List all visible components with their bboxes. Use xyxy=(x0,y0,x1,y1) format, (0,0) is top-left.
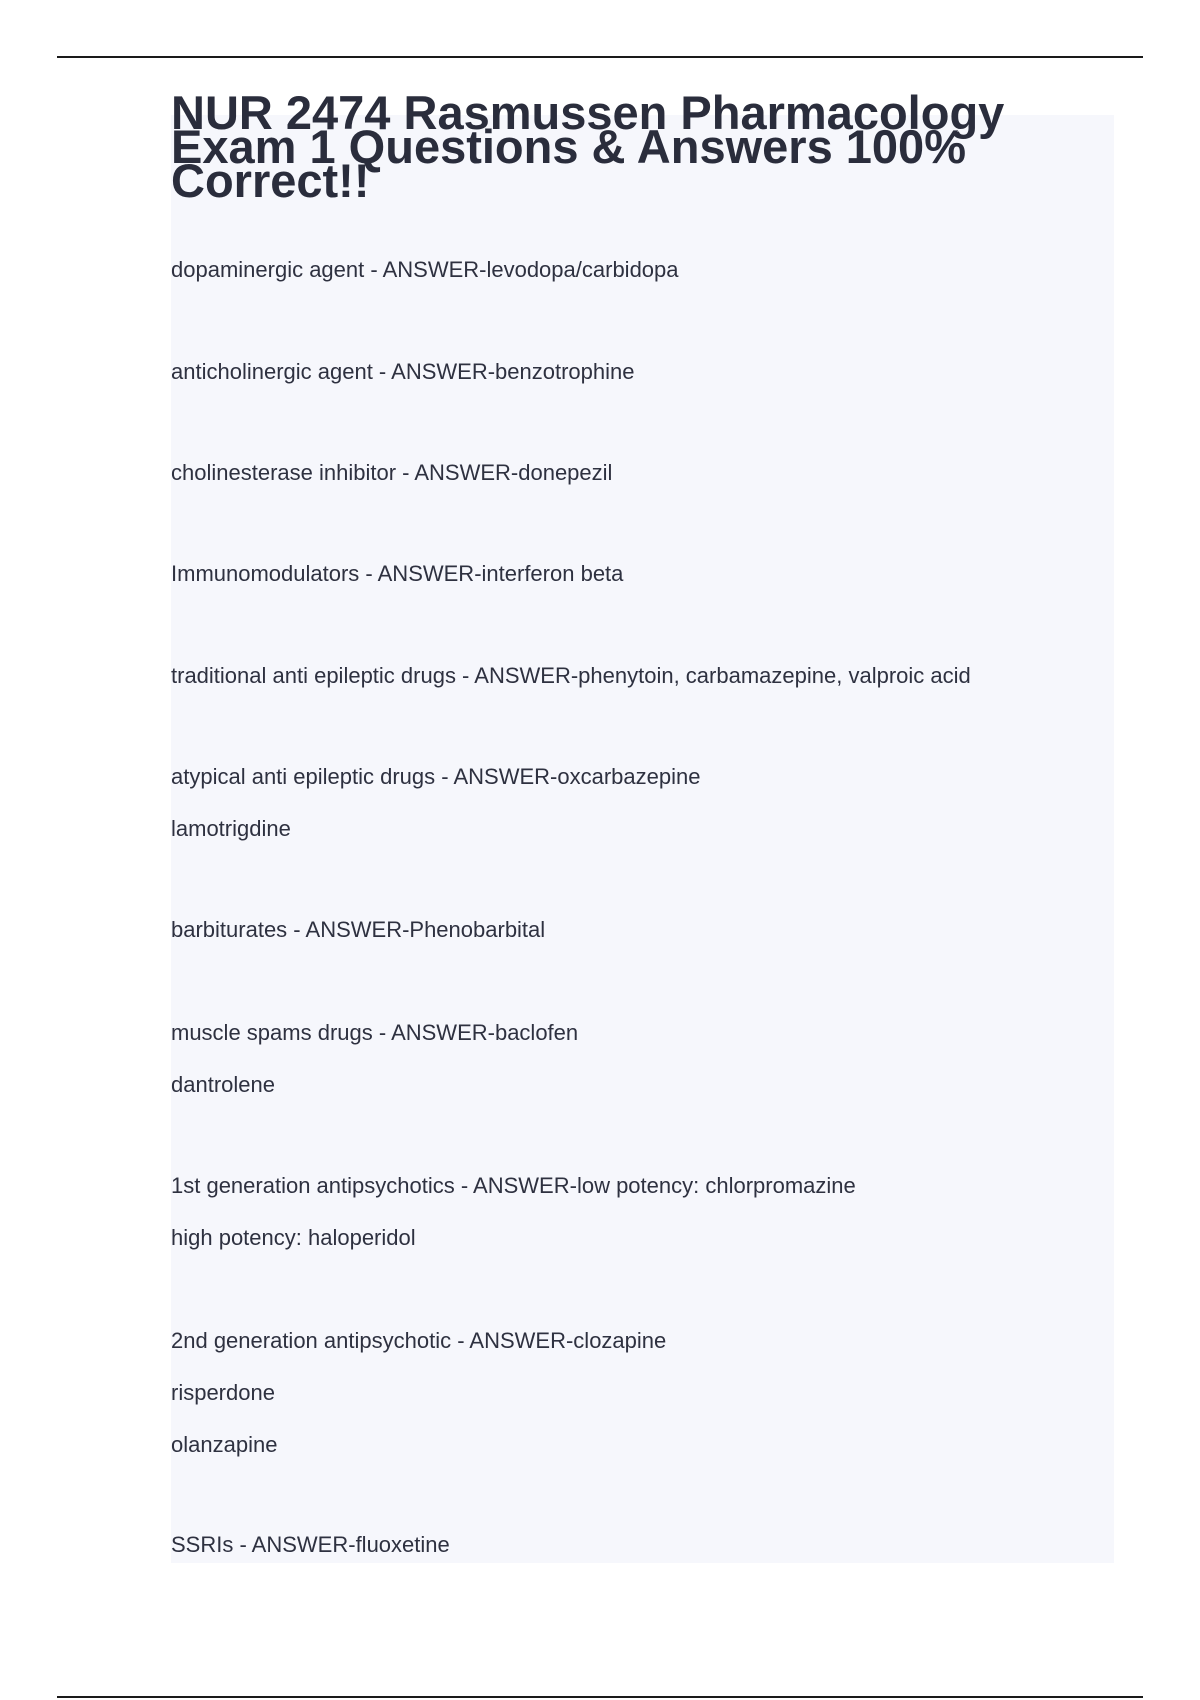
qa-line: dopaminergic agent - ANSWER-levodopa/carbidopa xyxy=(171,257,679,282)
bottom-rule xyxy=(57,1696,1143,1698)
qa-line: SSRIs - ANSWER-fluoxetine xyxy=(171,1532,450,1557)
qa-item xyxy=(171,256,1111,284)
qa-item xyxy=(171,560,1111,588)
qa-line: high potency: haloperidol xyxy=(171,1225,416,1250)
qa-line: 1st generation antipsychotics - ANSWER-low potency: chlorpromazine xyxy=(171,1173,856,1198)
qa-line: risperdone xyxy=(171,1380,275,1405)
qa-item xyxy=(171,358,1111,386)
qa-line: cholinesterase inhibitor - ANSWER-donepezil xyxy=(171,460,613,485)
qa-item xyxy=(171,662,1111,690)
top-rule xyxy=(57,56,1143,58)
qa-line: traditional anti epileptic drugs - ANSWER-phenytoin, carbamazepine, valproic acid xyxy=(171,663,971,688)
qa-line: olanzapine xyxy=(171,1432,278,1457)
qa-line: anticholinergic agent - ANSWER-benzotrophine xyxy=(171,359,635,384)
qa-item xyxy=(171,1531,1111,1559)
qa-line: 2nd generation antipsychotic - ANSWER-clozapine xyxy=(171,1328,667,1353)
qa-item xyxy=(171,1019,1111,1099)
qa-line: barbiturates - ANSWER-Phenobarbital xyxy=(171,917,546,942)
qa-item xyxy=(171,1327,1111,1459)
qa-line: dantrolene xyxy=(171,1072,275,1097)
document-title: NUR 2474 Rasmussen Pharmacology Exam 1 Questions & Answers 100% Correct!! xyxy=(171,86,1005,207)
qa-item xyxy=(171,459,1111,487)
qa-line: muscle spams drugs - ANSWER-baclofen xyxy=(171,1020,579,1045)
qa-item xyxy=(171,1172,1111,1252)
qa-line: lamotrigdine xyxy=(171,816,291,841)
qa-line: atypical anti epileptic drugs - ANSWER-oxcarbazepine xyxy=(171,764,701,789)
qa-list xyxy=(171,256,1111,1559)
qa-item xyxy=(171,916,1111,944)
qa-line: Immunomodulators - ANSWER-interferon beta xyxy=(171,561,624,586)
qa-item xyxy=(171,763,1111,843)
